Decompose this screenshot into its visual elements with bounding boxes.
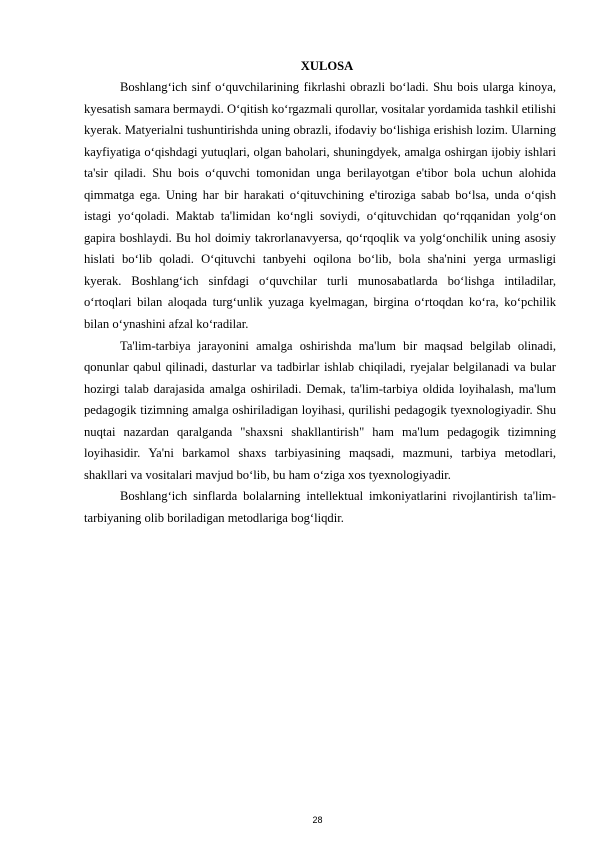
page-number: 28 <box>312 815 323 825</box>
paragraph-2: Ta'lim-tarbiya jarayonini amalga oshirishda ma'lum bir maqsad belgilab olinadi, qonunlar qabul qilinadi, dasturlar va tadbirlar ishlab chiqiladi, ryejalar belgilanadi va bular hozirgi talab darajasida amalga oshiriladi. Demak, ta'lim-tarbiya oldida loyihalash, ma'lum pedagogik tizimning amalga oshiriladigan loyihasi, qurilishi pedagogik tyexnologiyadir. Shu nuqtai nazardan qaralganda "shaxsni shakllantirish" ham ma'lum pedagogik tizimning loyihasidir. Ya'ni barkamol shaxs tarbiyasining maqsadi, mazmuni, tarbiya metodlari, shakllari va vositalari mavjud bo‘lib, bu ham o‘ziga xos tyexnologiyadir. <box>84 338 556 482</box>
paragraph-1: Boshlang‘ich sinf o‘quvchilarining fikrlashi obrazli bo‘ladi. Shu bois ularga kinoya, kyesatish samara bermaydi. O‘qitish ko‘rgazmali qurollar, vositalar yordamida tashkil etilishi kyerak. Matyerialni tushuntirishda uning obrazli, ifodaviy bo‘lishiga erishish lozim. Ularning kayfiyatiga o‘qishdagi yutuqlari, olgan baholari, shuningdyek, amalga oshirgan ijobiy ishlari ta'sir qiladi. Shu bois o‘quvchi tomonidan unga berilayotgan e'tibor bola uchun alohida qimmatga ega. Uning har bir harakati o‘qituvchining e'tiroziga sabab bo‘lsa, unda o‘qish istagi yo‘qoladi. Maktab ta'limidan ko‘ngli soviydi, o‘qituvchidan qo‘rqqanidan yolg‘on gapira boshlaydi. Bu hol doimiy takrorlanavyersa, qo‘rqoqlik va yolg‘onchilik uning asosiy hislati bo‘lib qoladi. O‘qituvchi tanbyehi oqilona bo‘lib, bola sha'nini yerga urmasligi kyerak. Boshlang‘ich sinfdagi o‘quvchilar turli munosabatlarda bo‘lishga intiladilar, o‘rtoqlari bilan aloqada turg‘unlik yuzaga kyelmagan, birgina o‘rtoqdan ko‘ra, ko‘pchilik bilan o‘ynashini afzal ko‘radilar. <box>84 80 556 332</box>
document-title: XULOSA <box>300 59 354 73</box>
paragraph-3: Boshlang‘ich sinflarda bolalarning intellektual imkoniyatlarini rivojlantirish ta'lim-tarbiyaning olib boriladigan metodlariga bog‘liqdir. <box>84 489 556 525</box>
page-content <box>84 56 556 529</box>
